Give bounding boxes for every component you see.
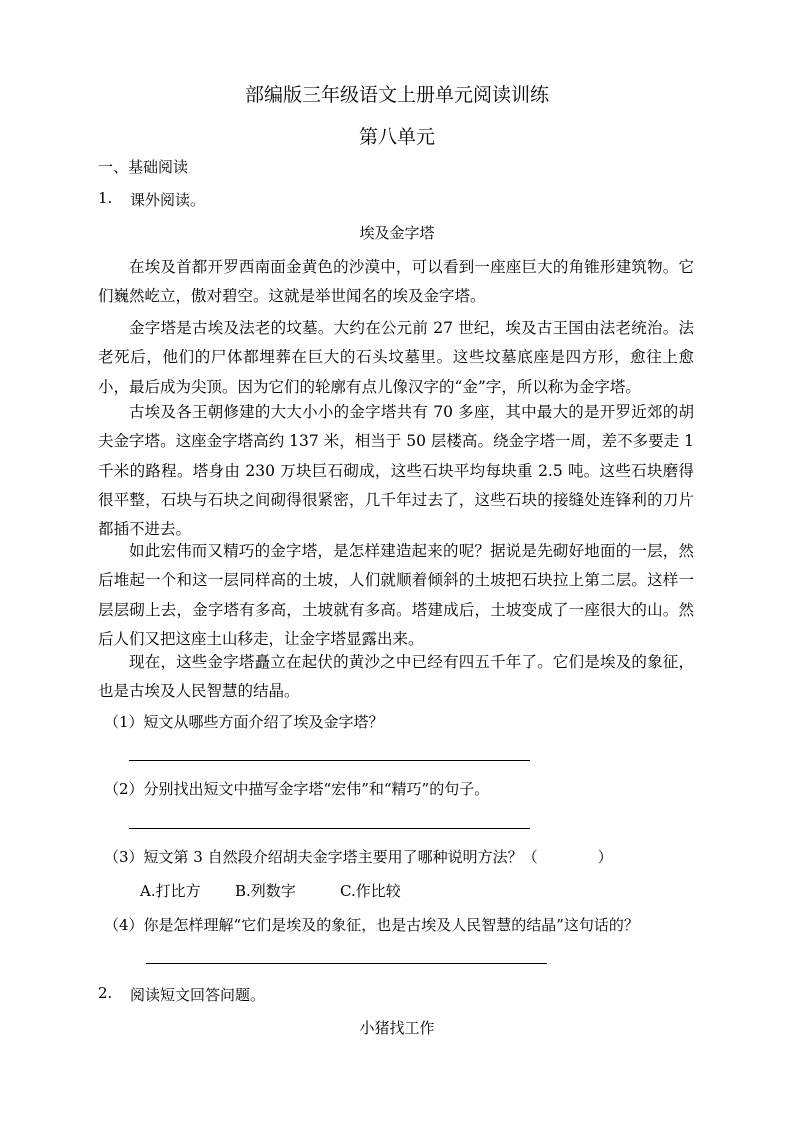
answer-line-2[interactable] [129,828,530,829]
choice-a[interactable]: A.打比方 [140,882,201,900]
question-2-number: 2. [98,984,113,1002]
question-1-1: （1）短文从哪些方面介绍了埃及金字塔？ [104,713,384,731]
passage-2-title: 小猪找工作 [359,1019,435,1037]
question-1-4: （4）你是怎样理解“它们是埃及的象征，也是古埃及人民智慧的结晶”这句话的？ [104,916,639,934]
section-heading: 一、基础阅读 [98,158,189,176]
unit-title: 第八单元 [358,126,435,148]
choice-b[interactable]: B.列数字 [235,882,296,900]
question-1-3: （3）短文第 3 自然段介绍胡夫金字塔主要用了哪种说明方法？（ ） [104,848,613,866]
choice-c[interactable]: C.作比较 [340,882,401,900]
document-title: 部编版三年级语文上册单元阅读训练 [244,84,549,106]
question-1-label: 课外阅读。 [130,191,206,209]
answer-line-1[interactable] [129,760,530,761]
paragraph-3: 古埃及各王朝修建的大大小小的金字塔共有 70 多座，其中最大的是开罗近郊的胡夫金字塔。这座金字塔高约 137 米，相当于 50 层楼高。绕金字塔一周，差不多要走 1 千米的路程。塔身由 230 万块巨石砌成，这些石块平均每块重 2.5 吨。这些石块磨得很平整，石块与石块之间砌得很紧密，几千年过去了，这些石块的接缝处连锋利的刀片都插不进去。 [98,403,694,539]
paragraph-4: 如此宏伟而又精巧的金字塔，是怎样建造起来的呢？据说是先砌好地面的一层，然后堆起一个和这一层同样高的土坡，人们就顺着倾斜的土坡把石块拉上第二层。这样一层层砌上去，金字塔有多高，土坡就有多高。塔建成后，土坡变成了一座很大的山。然后人们又把这座土山移走，让金字塔显露出来。 [98,542,694,648]
question-2-label: 阅读短文回答问题。 [130,986,266,1004]
question-1-2: （2）分别找出短文中描写金字塔“宏伟”和“精巧”的句子。 [104,780,490,798]
paragraph-2: 金字塔是古埃及法老的坟墓。大约在公元前 27 世纪，埃及古王国由法老统治。法老死后，他们的尸体都埋葬在巨大的石头坟墓里。这些坟墓底座是四方形，愈往上愈小，最后成为尖顶。因为它们的轮廓有点儿像汉字的“金”字，所以称为金字塔。 [98,319,694,396]
paragraph-5: 现在，这些金字塔矗立在起伏的黄沙之中已经有四五千年了。它们是埃及的象征，也是古埃及人民智慧的结晶。 [98,653,694,701]
passage-title: 埃及金字塔 [359,224,435,242]
paragraph-1: 在埃及首都开罗西南面金黄色的沙漠中，可以看到一座座巨大的角锥形建筑物。它们巍然屹立，傲对碧空。这就是举世闻名的埃及金字塔。 [98,258,694,306]
question-1-number: 1. [98,189,113,207]
answer-line-4[interactable] [146,963,547,964]
